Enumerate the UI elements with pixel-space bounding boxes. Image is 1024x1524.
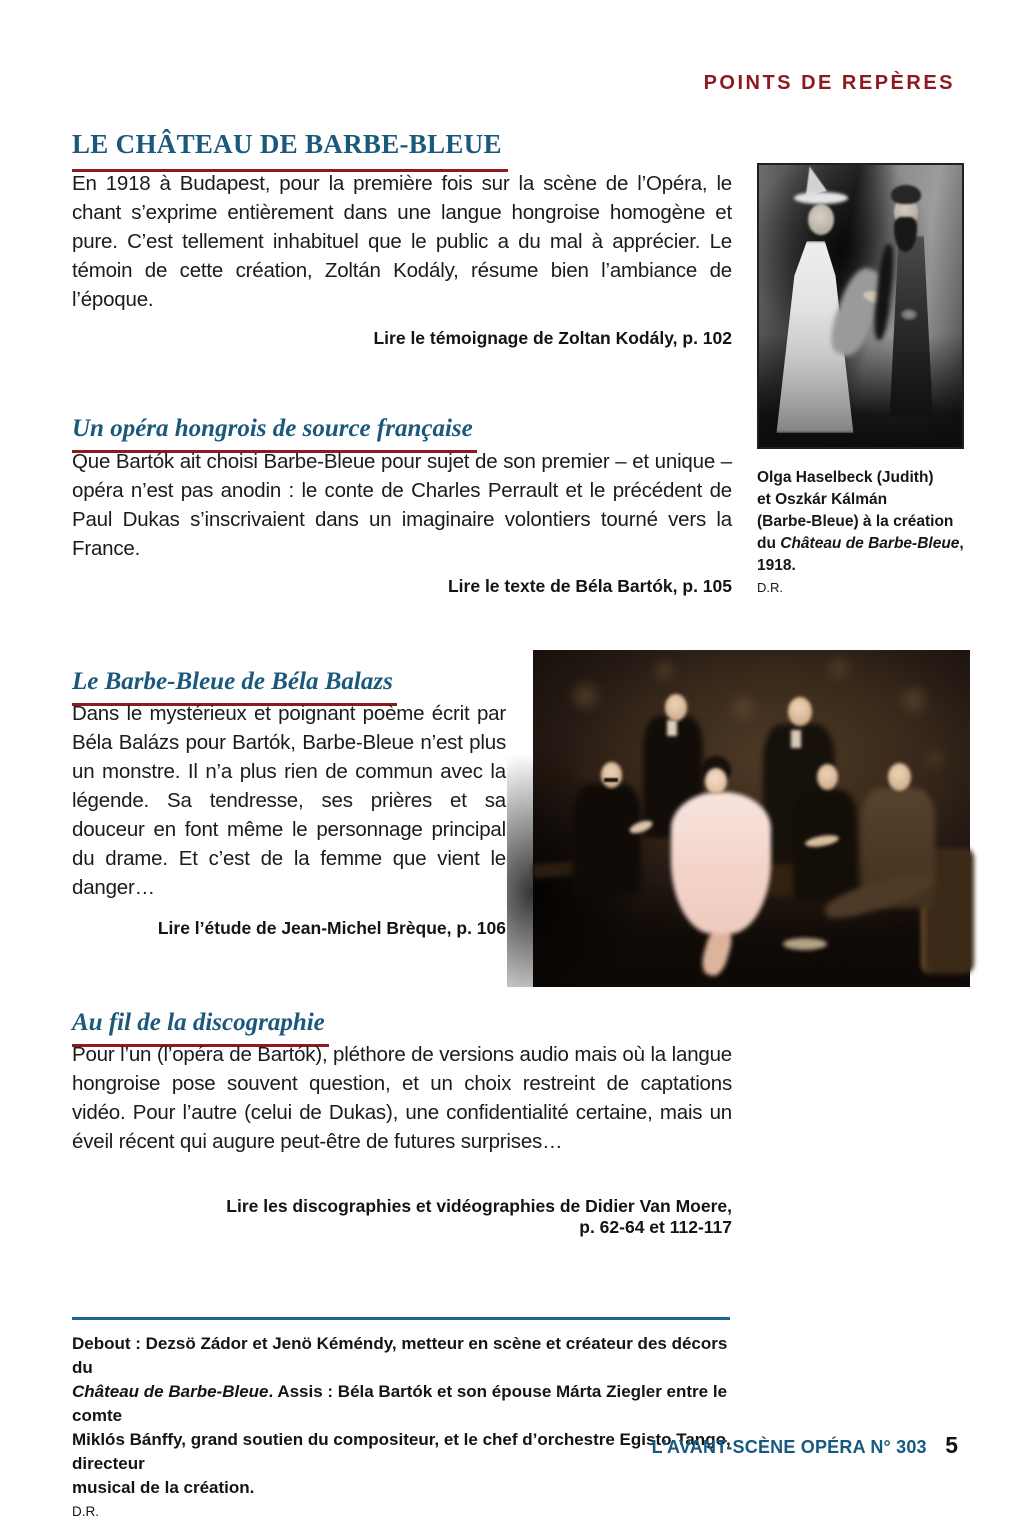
photo-bartok-group-1918 [533,650,970,987]
journal-name: L’AVANT-SCÈNE OPÉRA N° 303 [651,1437,927,1457]
heading-source-francaise: Un opéra hongrois de source française [72,415,477,453]
photo-judith-and-bluebeard-1918 [757,163,964,449]
readmore-bartok: Lire le texte de Béla Bartók, p. 105 [447,576,732,596]
paragraph-discographie: Pour l’un (l’opéra de Bartók), pléthore de versions audio mais où la langue hongroise pose souvent question, et un choix restreint de captations vidéo. Pour l’autre (celui de Dukas), une confidentialité certaine, mais un éveil récent qui augure peut-être de futures surprises… [72,1043,732,1153]
photo1-caption: Olga Haselbeck (Judith) et Oszkár Kálmán (Barbe-Bleue) à la création du Château de Barbe-Bleue, 1918. D.R. [757,467,969,599]
photo2-caption: Debout : Dezsö Zádor et Jenö Kéméndy, metteur en scène et créateur des décors du Château de Barbe-Bleue. Assis : Béla Bartók et son épouse Márta Ziegler entre le comte Miklós Bánffy, grand soutien du compositeur, et le chef d’orchestre Egisto Tango, directeur musical de la création. D.R. [72,1332,748,1524]
bartok-figure [793,790,857,902]
section-kicker: POINTS DE REPÈRES [703,72,955,94]
readmore-van-moere: Lire les discographies et vidéographies de Didier Van Moere, p. 62-64 et 112-117 [226,1196,732,1237]
readmore-breque: Lire l’étude de Jean-Michel Brèque, p. 106 [157,918,506,938]
marta-ziegler-figure [671,792,771,934]
page-number: 5 [945,1432,958,1458]
heading-discographie: Au fil de la discographie [72,1009,329,1047]
readmore-kodaly: Lire le témoignage de Zoltan Kodály, p. 102 [373,328,732,348]
intro-paragraph: En 1918 à Budapest, pour la première fois sur la scène de l’Opéra, le chant s’exprime entièrement dans une langue hongroise homogène et pure. C’est tellement inhabituel que le public a du mal à apprécier. Le témoin de cette création, Zoltán Kodály, résume bien l’ambiance de l’époque. [72,172,732,311]
paragraph-balazs: Dans le mystérieux et poignant poème écrit par Béla Balázs pour Bartók, Barbe-Bleue n’est plus un monstre. Il n’a plus rien de commun avec la légende. Sa tendresse, ses prières et sa douceur en font même le personnage principal du drame. Et c’est de la femme que vient le danger… [72,702,506,899]
photo2-credit: D.R. [72,1504,99,1519]
paragraph-source-francaise: Que Bartók ait choisi Barbe-Bleue pour sujet de son premier – et unique – opéra n’est pas anodin : le conte de Charles Perrault et le précédent de Paul Dukas s’inscrivaient dans un imaginaire volontiers tourné vers la France. [72,450,732,560]
heading-balazs: Le Barbe-Bleue de Béla Balazs [72,668,397,706]
page-title: LE CHÂTEAU DE BARBE-BLEUE [72,129,508,172]
caption-divider-rule [72,1317,730,1320]
photo1-credit: D.R. [757,580,783,595]
page-footer [72,1432,958,1459]
seated-man-left [573,784,641,896]
